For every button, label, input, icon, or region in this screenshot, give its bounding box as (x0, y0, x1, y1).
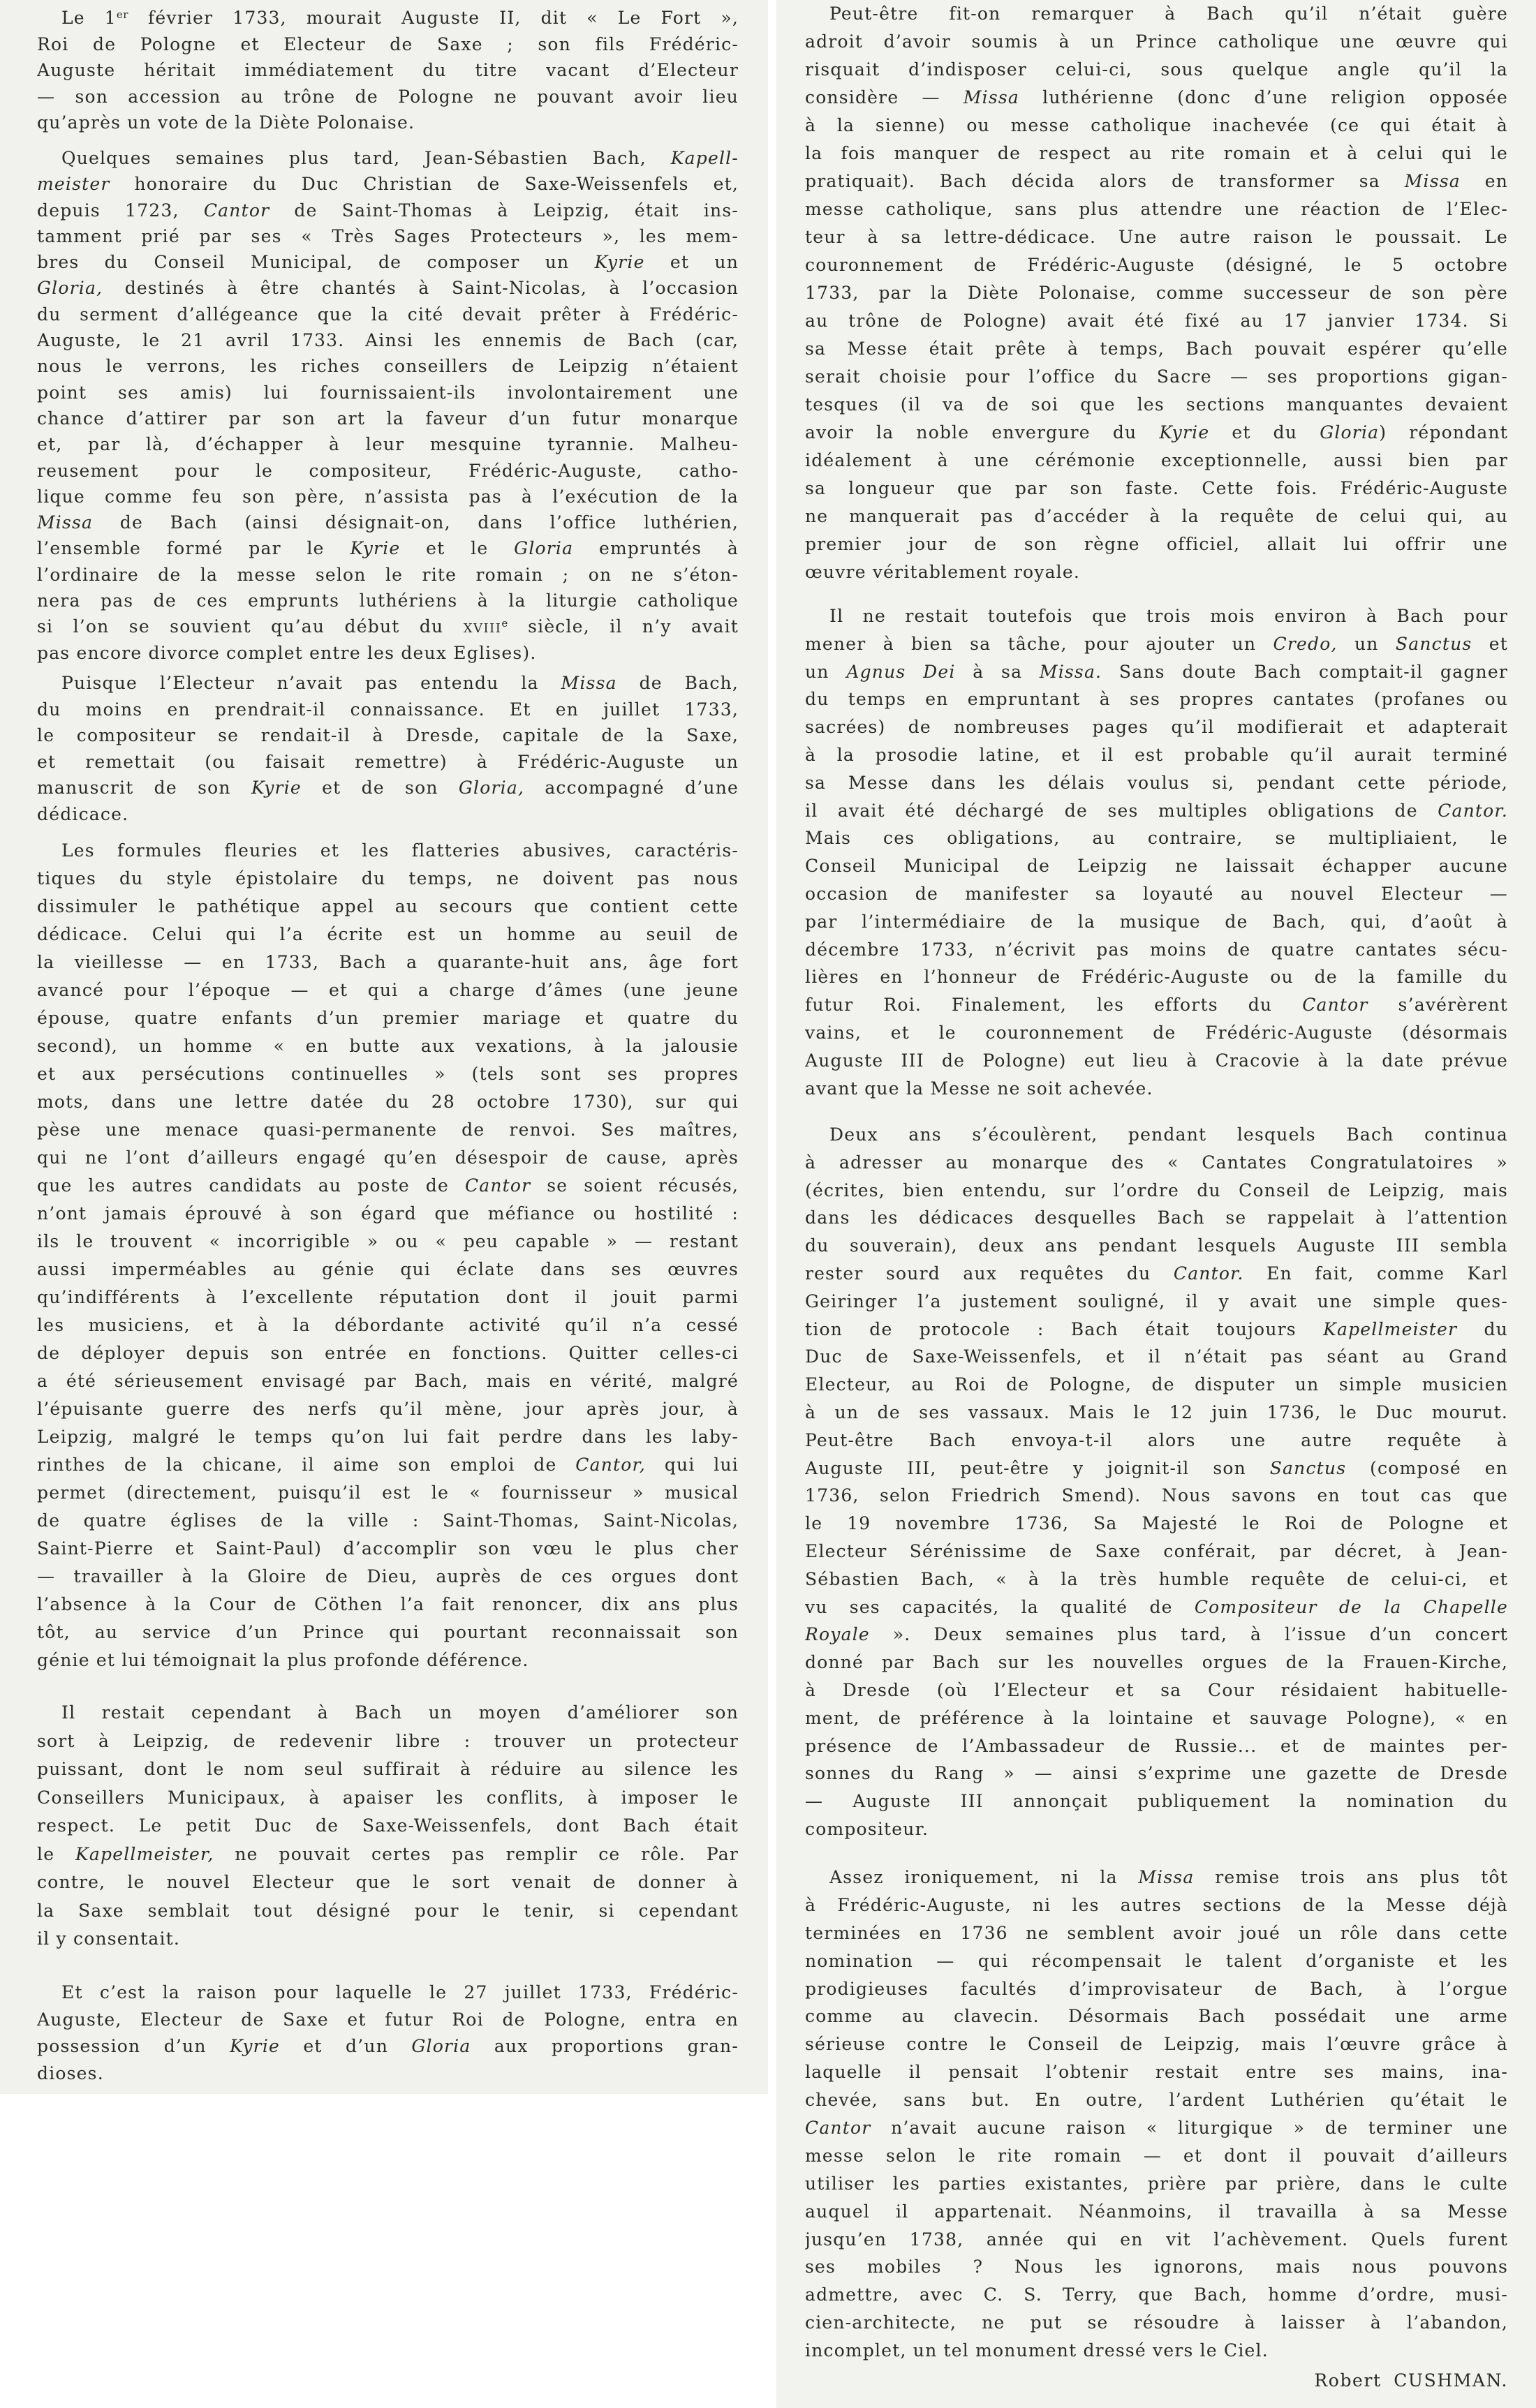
text-line: au trône de Pologne) avait été fixé au 17 janvier 1734. Si (805, 311, 1508, 331)
text-line: ses mobiles ? Nous les ignorons, mais nous pouvons (805, 2257, 1508, 2277)
text-line (805, 797, 1508, 825)
text-run: rinthes de la chicane, il aime son emploi de (37, 1455, 576, 1475)
italic-text: Kyrie (1159, 422, 1210, 443)
paragraph (805, 1121, 1508, 1843)
text-line: lique comme feu son père, n’assista pas à l’exécution de la (37, 486, 739, 507)
text-line: cien-architecte, ne put se résoudre à laisser à l’abandon, (805, 2312, 1508, 2333)
text-line: dédicace. Celui qui l’a écrite est un homme au seuil de (37, 924, 739, 944)
text-line (805, 1864, 1508, 1892)
text-line (37, 1172, 739, 1200)
text-run: tion de protocole : Bach était toujours (805, 1318, 1324, 1339)
text-line: et remettait (ou faisait remettre) à Frédéric-Auguste un (37, 751, 739, 772)
text-run: Auguste III, peut-être y joignit-il son (805, 1457, 1270, 1478)
author-signature: Robert CUSHMAN. (1314, 2370, 1508, 2391)
text-line: serait choisie pour l’office du Sacre — ses proportions gigan- (805, 366, 1508, 387)
text-line: (écrites, bien entendu, sur l’ordre du Conseil de Leipzig, mais (805, 1180, 1508, 1201)
text-line: chance d’attirer par son art la faveur d’un futur monarque (37, 408, 739, 429)
text-line (37, 198, 739, 223)
superscript-text: e (501, 617, 508, 630)
text-line (37, 145, 739, 171)
text-line: admettre, avec C. S. Terry, que Bach, homme d’ordre, musi- (805, 2284, 1508, 2305)
text-line: à adresser au monarque des « Cantates Congratulatoires » (805, 1152, 1508, 1173)
text-line: décembre 1733, n’écrivit pas moins de quatre cantates sécu- (805, 939, 1508, 960)
italic-text: Agnus Dei (846, 661, 956, 682)
text-line: permet (directement, puisqu’il est le « fournisseur » musical (37, 1482, 739, 1503)
text-run: manuscrit de son (37, 778, 251, 798)
text-line: idéalement à une cérémonie exceptionnelle, aussi bien par (805, 450, 1508, 470)
text-line: sérieuse contre le Conseil de Leipzig, mais l’œuvre grâce à (805, 2034, 1508, 2055)
text-line (37, 775, 739, 801)
text-run: un (805, 661, 847, 682)
text-run: il avait été déchargé de ses multiples obligations de (805, 800, 1438, 821)
text-line (37, 2033, 739, 2060)
text-run: (composé en (1346, 1457, 1508, 1478)
italic-text: Gloria (411, 2036, 471, 2057)
text-run: et de son (301, 778, 459, 798)
text-run: ) répondant (1379, 422, 1508, 443)
text-line: à la prosodie latine, et il est probable qu’il aurait terminé (805, 744, 1508, 765)
text-line: Electeur Sérénissime de Saxe conférait, par décret, à Jean- (805, 1540, 1508, 1561)
text-line: à un de ses vassaux. Mais le 12 juin 1736, le Duc mourut. (805, 1402, 1508, 1422)
text-line (37, 275, 739, 301)
text-run: de Saint-Thomas à Leipzig, était ins- (269, 200, 739, 221)
text-line: dissimuler le pathétique appel au secours que contient cette (37, 896, 739, 916)
text-run: Le 1 (61, 8, 117, 28)
text-line: ils le trouvent « incorrigible » ou « peu capable » — restant (37, 1231, 739, 1251)
italic-text: Missa (1404, 171, 1461, 191)
text-line: couronnement de Frédéric-Auguste (désigné, le 5 octobre (805, 255, 1508, 275)
text-line: Mais ces obligations, au contraire, se multipliaient, le (805, 828, 1508, 849)
text-line: second), un homme « en butte aux vexations, à la jalousie (37, 1036, 739, 1056)
text-line: l’ordinaire de la messe selon le rite romain ; on ne s’éton- (37, 564, 739, 585)
text-run: l’ensemble formé par le (37, 538, 350, 559)
text-line: le 19 novembre 1736, Sa Majesté le Roi de Pologne et (805, 1513, 1508, 1534)
text-line: sa Messe était prête à temps, Bach pouvait espérer qu’elle (805, 339, 1508, 359)
italic-text: Compositeur de la Chapelle (1194, 1596, 1508, 1617)
text-line: dioses. (37, 2063, 104, 2084)
text-line: chevée, sans but. En outre, l’ardent Luthérien qu’était le (805, 2090, 1508, 2111)
text-run: pratiquait). Bach décida alors de transformer sa (805, 171, 1405, 191)
text-line: — son accession au trône de Pologne ne pouvant avoir lieu (37, 86, 739, 107)
italic-text: Gloria, (37, 278, 103, 299)
text-line (805, 2114, 1508, 2142)
text-line: de déployer depuis son entrée en fonctions. Quitter celles-ci (37, 1343, 739, 1363)
text-run: bres du Conseil Municipal, de composer un (37, 252, 595, 273)
text-line: Auguste, Electeur de Saxe et futur Roi de Pologne, entra en (37, 2009, 739, 2030)
text-run: luthérienne (donc d’une religion opposée (1019, 87, 1508, 107)
text-run: empruntés à (573, 538, 739, 559)
text-line: Electeur, au Roi de Pologne, de disputer un simple musicien (805, 1374, 1508, 1395)
text-line: par l’intermédiaire de la musique de Bach, qui, d’août à (805, 911, 1508, 932)
text-line (805, 419, 1508, 447)
text-run: ne pouvait certes pas remplir ce rôle. Par (214, 1843, 739, 1864)
text-line: génie et lui témoignait la plus profonde déférence. (37, 1650, 529, 1670)
text-line (37, 510, 739, 535)
text-line: a été sérieusement envisagé par Bach, mais en vérité, malgré (37, 1371, 739, 1391)
text-line: point ses amis) lui fournissaient-ils involontairement une (37, 382, 739, 403)
text-line: dédicace. (37, 803, 129, 824)
text-run: et un (644, 252, 739, 273)
text-line: terminées en 1736 ne semblent avoir joué un rôle dans cette (805, 1922, 1508, 1943)
text-run: et (1472, 633, 1508, 654)
text-line: Il ne restait toutefois que trois mois environ à Bach pour (829, 606, 1508, 626)
text-line: Auguste héritait immédiatement du titre vacant d’Electeur (37, 60, 739, 80)
italic-text: Cantor (203, 200, 270, 221)
italic-text: Missa (37, 512, 94, 533)
text-line (805, 1593, 1508, 1621)
text-line: du moins en prendrait-il connaissance. Et en juillet 1733, (37, 699, 739, 720)
text-line: occasion de manifester sa loyauté au nouvel Electeur — (805, 883, 1508, 904)
italic-text: Kyrie (594, 252, 645, 273)
text-run: février 1733, mourait Auguste II, dit « Le Fort », (128, 8, 739, 28)
text-line: Les formules fleuries et les flatteries abusives, caractéris- (61, 840, 739, 861)
text-line: mots, dans une lettre datée du 28 octobre 1730), sur qui (37, 1092, 739, 1112)
paragraph (37, 1979, 739, 2088)
text-line: lières en l’honneur de Frédéric-Auguste ou de la famille du (805, 967, 1508, 988)
italic-text: Kapellmeister, (75, 1843, 214, 1864)
text-run: accompagné d’une (524, 778, 739, 798)
italic-text: Sanctus (1395, 633, 1472, 654)
text-line: du souverain), deux ans pendant lesquels Auguste III sembla (805, 1235, 1508, 1256)
text-line: avant que la Messe ne soit achevée. (805, 1078, 1153, 1099)
text-run: destinés à être chantés à Saint-Nicolas, à l’occasion (103, 278, 739, 299)
paragraph (805, 0, 1508, 586)
italic-text: Kyrie (350, 538, 401, 559)
text-run: un (1337, 633, 1396, 654)
text-run: du (1457, 1318, 1508, 1339)
text-line: les musiciens, et à la débordante activité qu’il n’a cessé (37, 1315, 739, 1335)
text-line: sa Messe dans les délais voulus si, pendant cette période, (805, 772, 1508, 793)
text-line: à la sienne) ou messe catholique inachevée (ce qui était à (805, 115, 1508, 135)
text-run: honoraire du Duc Christian de Saxe-Weissenfels et, (110, 174, 739, 195)
text-run: En fait, comme Karl (1243, 1263, 1508, 1284)
text-line: sacrées) de nombreuses pages qu’il modifierait et adapterait (805, 717, 1508, 738)
text-line: adroit d’avoir soumis à un Prince catholique une œuvre qui (805, 31, 1508, 52)
text-line: il y consentait. (37, 1928, 181, 1949)
text-line (37, 1451, 739, 1479)
text-run: de Bach (ainsi désignait-on, dans l’office luthérien, (93, 512, 739, 533)
text-line: tesques (il va de soi que les sections manquantes devaient (805, 394, 1508, 415)
italic-text: Kyrie (251, 778, 302, 798)
text-run: Quelques semaines plus tard, Jean-Sébastien Bach, (61, 148, 671, 168)
text-line: tamment prié par ses « Très Sages Protecteurs », les mem- (37, 225, 739, 246)
text-line: laquelle il pensait l’obtenir restait entre ses mains, ina- (805, 2062, 1508, 2083)
text-run: de Bach, (616, 673, 739, 693)
italic-text: Missa (561, 673, 617, 693)
text-line: dans les dédicaces desquelles Bach se rappelait à l’attention (805, 1207, 1508, 1228)
text-line: ne manquerait pas d’accéder à la requête de celui qui, au (805, 506, 1508, 526)
text-line: à Frédéric-Auguste, ni les autres sections de la Messe déjà (805, 1894, 1508, 1915)
text-run: Assez ironiquement, ni la (829, 1867, 1139, 1887)
text-line: à Dresde (où l’Electeur et sa Cour résidaient habituelle- (805, 1679, 1508, 1700)
text-line: messe selon le rite romain — et dont il pouvait d’ailleurs (805, 2145, 1508, 2166)
text-line: la Saxe semblait tout désigné pour le tenir, si cependant (37, 1900, 739, 1921)
text-line (805, 168, 1508, 195)
text-line: sonnes du Rang » — ainsi s’exprime une gazette de Dresde (805, 1763, 1508, 1784)
text-line: Auguste III de Pologne) eut lieu à Cracovie à la date prévue (805, 1050, 1508, 1071)
text-line: le compositeur se rendait-il à Dresde, capitale de la Saxe, (37, 725, 739, 746)
text-run: se soient récusés, (531, 1175, 739, 1196)
text-run: et d’un (280, 2036, 412, 2057)
superscript-text: er (116, 8, 128, 21)
paragraph (37, 670, 739, 828)
italic-text: Cantor. (1173, 1263, 1244, 1284)
italic-text: Missa. (1039, 661, 1102, 682)
text-run: et du (1209, 422, 1320, 443)
text-line (805, 1455, 1508, 1482)
text-line (37, 614, 739, 639)
text-line (805, 1316, 1508, 1344)
text-line (805, 630, 1508, 658)
text-line (805, 658, 1508, 686)
text-run: depuis 1723, (37, 200, 204, 221)
text-run: n’avait aucune raison « liturgique » de terminer une (871, 2118, 1508, 2139)
italic-text: Gloria, (458, 778, 525, 798)
text-line: Saint-Pierre et Saint-Paul) d’accomplir son vœu le plus cher (37, 1538, 739, 1559)
text-line: et aux persécutions continuelles » (tels sont ses propres (37, 1064, 739, 1084)
text-line (37, 249, 739, 275)
text-line: comme au clavecin. Désormais Bach possédait une arme (805, 2006, 1508, 2027)
text-line: épouse, quatre enfants d’un premier mariage et quatre du (37, 1008, 739, 1028)
text-run: s’avérèrent (1368, 995, 1508, 1016)
text-line: Sébastien Bach, « à la très humble requête de celui-ci, et (805, 1568, 1508, 1589)
text-line: la fois manquer de respect au rite romain et à celui qui le (805, 143, 1508, 163)
text-line: incomplet, un tel monument dressé vers le Ciel. (805, 2340, 1269, 2361)
text-line (37, 5, 739, 31)
text-line: du serment d’allégeance que la cité devait prêter à Frédéric- (37, 304, 739, 325)
paragraph (805, 1864, 1508, 2365)
text-line (37, 535, 739, 561)
italic-text: Kapell- (670, 148, 739, 168)
text-run: aux proportions gran- (471, 2036, 739, 2057)
text-line: n’ont jamais éprouvé à son égard que méfiance ou hostilité : (37, 1203, 739, 1224)
text-line: Peut-être fit-on remarquer à Bach qu’il n’était guère (829, 3, 1508, 24)
text-line: utiliser les parties existantes, prière par prière, dans le culte (805, 2173, 1508, 2194)
text-line (805, 1260, 1508, 1288)
text-line: Peut-être Bach envoya-t-il alors une autre requête à (805, 1429, 1508, 1450)
text-line: contre, le nouvel Electeur que le sort venait de donner à (37, 1872, 739, 1892)
text-line: prodigieuses facultés d’improvisateur de Bach, à l’orgue (805, 1978, 1508, 1999)
paragraph (805, 602, 1508, 1102)
text-line: qu’indifférents à l’excellente réputation dont il jouit parmi (37, 1287, 739, 1307)
text-line (805, 991, 1508, 1019)
text-line: qu’après un vote de la Diète Polonaise. (37, 112, 415, 133)
text-line: Auguste, le 21 avril 1733. Ainsi les ennemis de Bach (car, (37, 330, 739, 351)
text-line: pas encore divorce complet entre les deux Eglises). (37, 642, 537, 663)
text-run: et le (400, 538, 515, 559)
italic-text: Cantor (1302, 995, 1368, 1016)
text-line: et, par là, d’échapper à leur mesquine tyrannie. Malheu- (37, 434, 739, 455)
italic-text: Sanctus (1269, 1457, 1347, 1478)
paragraph (37, 1699, 739, 1954)
italic-text: Credo, (1273, 633, 1338, 654)
italic-text: Cantor, (575, 1455, 647, 1475)
text-line: risquait d’indisposer celui-ci, sous quelque angle qu’il la (805, 59, 1508, 80)
italic-text: Gloria (1320, 422, 1380, 443)
text-run: possession d’un (37, 2036, 230, 2057)
text-run: rester sourd aux requêtes du (805, 1263, 1174, 1284)
italic-text: meister (37, 174, 110, 195)
text-line: sa longueur que par son faste. Cette fois. Frédéric-Auguste (805, 478, 1508, 498)
text-line: auquel il appartenait. Néanmoins, il travailla à sa Messe (805, 2201, 1508, 2222)
text-line: avancé pour l’époque — et qui a charge d’âmes (une jeune (37, 980, 739, 1000)
text-run: remise trois ans plus tôt (1194, 1867, 1508, 1887)
text-line: compositeur. (805, 1818, 929, 1839)
italic-text: Missa (963, 87, 1019, 107)
italic-text: Missa (1138, 1867, 1195, 1887)
text-line: 1736, selon Friedrich Smend). Nous savons en tout cas que (805, 1485, 1508, 1506)
text-line: sort à Leipzig, de redevenir libre : trouver un protecteur (37, 1730, 739, 1751)
paragraph (37, 5, 739, 136)
text-line: respect. Le petit Duc de Saxe-Weissenfels, dont Bach était (37, 1815, 739, 1836)
italic-text: Royale (805, 1624, 870, 1645)
italic-text: Kapellmeister (1323, 1318, 1458, 1339)
text-line: vains, et le couronnement de Frédéric-Auguste (désormais (805, 1022, 1508, 1043)
text-line: nera pas de ces emprunts luthériens à la liturgie catholique (37, 590, 739, 611)
italic-text: Gloria (514, 538, 574, 559)
text-line: jusqu’en 1738, année qui en vit l’achèvement. Quels furent (805, 2229, 1508, 2250)
text-line: Conseil Municipal de Leipzig ne laissait échapper aucune (805, 856, 1508, 877)
text-line (37, 670, 739, 697)
text-line: teur à sa lettre-dédicace. Une autre raison le poussait. Le (805, 227, 1508, 247)
text-line: la vieillesse — en 1733, Bach a quarante-huit ans, âge fort (37, 952, 739, 972)
italic-text: Cantor (464, 1175, 531, 1196)
text-line: aussi imperméables au génie qui éclate dans ses œuvres (37, 1259, 739, 1279)
paragraph (37, 145, 739, 666)
italic-text: Cantor (805, 2118, 871, 2139)
text-line: — travailler à la Gloire de Dieu, auprès de ces orgues dont (37, 1566, 739, 1586)
italic-text: Kyrie (230, 2036, 281, 2057)
text-line: donné par Bach sur les nouvelles orgues de la Frauen-Kirche, (805, 1652, 1508, 1673)
text-line: qui ne l’ont d’ailleurs engagé qu’en désespoir de cause, après (37, 1147, 739, 1168)
text-line: Deux ans s’écoulèrent, pendant lesquels Bach continua (829, 1124, 1508, 1145)
text-line: œuvre véritablement royale. (805, 562, 1081, 582)
text-run: siècle, il n’y avait (508, 616, 739, 637)
text-line: l’épuisante guerre des nerfs qu’il mène, jour après jour, à (37, 1399, 739, 1419)
text-run: ». Deux semaines plus tard, à l’issue d’un concert (869, 1624, 1508, 1645)
text-line: l’absence à la Cour de Cöthen l’a fait renoncer, dix ans plus (37, 1594, 739, 1614)
small-caps-text: xviii (463, 616, 502, 637)
text-line: reusement pour le compositeur, Frédéric-Auguste, catho- (37, 460, 739, 481)
text-line: ment, de préférence à la lointaine et sauvage Pologne), « en (805, 1707, 1508, 1728)
text-line: de quatre églises de la ville : Saint-Thomas, Saint-Nicolas, (37, 1510, 739, 1531)
text-line: puissant, dont le nom seul suffirait à réduire au silence les (37, 1759, 739, 1779)
text-run: Puisque l’Electeur n’avait pas entendu la (61, 673, 561, 693)
text-run: avoir la noble envergure du (805, 422, 1160, 443)
paragraph (37, 837, 739, 1674)
text-run: mener à bien sa tâche, pour ajouter un (805, 633, 1273, 654)
text-line: messe catholique, sans plus attendre une réaction de l’Elec- (805, 199, 1508, 219)
text-line: premier jour de son règne officiel, allait lui offrir une (805, 534, 1508, 554)
text-line: tôt, au service d’un Prince qui pourtant reconnaissait son (37, 1622, 739, 1642)
text-run: le (37, 1843, 76, 1864)
text-line: pèse une menace quasi-permanente de renvoi. Ses maîtres, (37, 1120, 739, 1140)
text-line: Duc de Saxe-Weissenfels, et il n’était pas séant au Grand (805, 1346, 1508, 1367)
text-line: tiques du style épistolaire du temps, ne doivent pas nous (37, 868, 739, 889)
text-run: à sa (955, 661, 1040, 682)
text-line: Conseillers Municipaux, à apaiser les conflits, à imposer le (37, 1787, 739, 1808)
text-run: que les autres candidats au poste de (37, 1175, 465, 1196)
text-line: — Auguste III annonçait publiquement la nomination du (805, 1791, 1508, 1812)
text-run: en (1460, 171, 1508, 191)
text-line (805, 1621, 1508, 1649)
text-run: considère — (805, 87, 963, 107)
text-line: nous le verrons, les riches conseillers de Leipzig n’étaient (37, 356, 739, 377)
italic-text: Cantor. (1438, 800, 1508, 821)
text-line: 1733, par la Diète Polonaise, comme successeur de son père (805, 283, 1508, 303)
text-line: Roi de Pologne et Electeur de Saxe ; son fils Frédéric- (37, 34, 739, 54)
text-run: si l’on se souvient qu’au début du (37, 616, 464, 637)
text-line (37, 1841, 739, 1869)
text-line (805, 84, 1508, 112)
text-run: vu ses capacités, la qualité de (805, 1596, 1195, 1617)
text-line: Leipzig, malgré le temps qu’on lui fait perdre dans les laby- (37, 1427, 739, 1447)
text-line: Il restait cependant à Bach un moyen d’améliorer son (61, 1702, 739, 1723)
text-run: futur Roi. Finalement, les efforts du (805, 995, 1303, 1016)
text-line: nomination — qui récompensait le talent d’organiste et les (805, 1950, 1508, 1971)
text-line: Et c’est la raison pour laquelle le 27 juillet 1733, Frédéric- (61, 1982, 739, 2002)
text-run: Sans doute Bach comptait-il gagner (1102, 661, 1508, 682)
text-line (37, 171, 739, 197)
text-line: Geiringer l’a justement souligné, il y avait une simple ques- (805, 1291, 1508, 1311)
text-line: du temps en empruntant à ses propres cantates (profanes ou (805, 689, 1508, 710)
text-line: présence de l’Ambassadeur de Russie... et de maintes per- (805, 1735, 1508, 1756)
text-run: qui lui (646, 1455, 739, 1475)
